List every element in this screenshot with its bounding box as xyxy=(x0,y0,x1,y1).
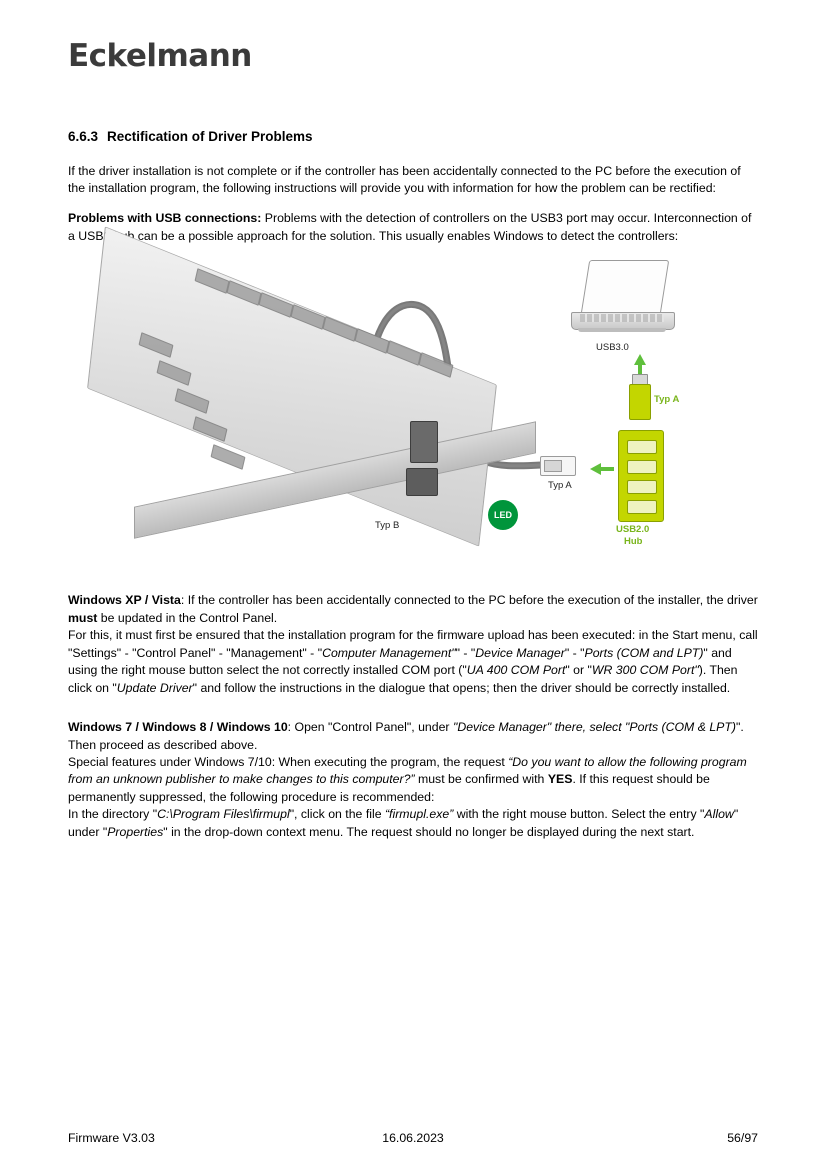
paragraph-xp-vista xyxy=(68,592,758,627)
controller-illustration xyxy=(88,268,538,538)
usb-plug-typ-b xyxy=(406,468,438,496)
xp-ua400: UA 400 COM Port xyxy=(466,663,566,678)
label-typ-a-stick: Typ A xyxy=(654,394,680,406)
paragraph-xp-vista-steps xyxy=(68,627,758,697)
win7-device-manager: "Device Manager" there, select "Ports (COM & LPT) xyxy=(452,720,736,735)
xp-update-driver: Update Driver xyxy=(116,680,193,695)
usb-hub-body xyxy=(618,430,664,522)
xp-vista-text-1b: be updated in the Control Panel. xyxy=(97,610,278,625)
win7-yes: YES xyxy=(547,772,573,787)
xp-step-2b: " - " xyxy=(455,645,476,660)
hub-port xyxy=(627,480,657,494)
label-hub-line1: USB2.0 xyxy=(616,524,650,536)
laptop-keyboard xyxy=(580,314,664,322)
win7-text-3d: " under " xyxy=(68,807,739,839)
xp-vista-text-1a: : If the controller has been accidentally connected to the PC before the execution of the installer, the driver xyxy=(180,593,758,608)
xp-vista-lead: Windows XP / Vista xyxy=(68,593,181,608)
arrow-left-stem xyxy=(600,467,614,471)
win7-allow: Allow xyxy=(704,807,734,822)
win7-directory: C:\Program Files\firmupl xyxy=(157,807,290,822)
page-title xyxy=(68,128,758,146)
label-typ-b: Typ B xyxy=(375,520,400,532)
xp-device-manager: Device Manager xyxy=(475,645,565,660)
win7-text-2a: Special features under Windows 7/10: When executing the program, the request xyxy=(68,754,509,769)
paragraph-win7 xyxy=(68,719,758,754)
win7-lead: Windows 7 / Windows 8 / Windows 10 xyxy=(68,720,288,735)
figure-usb-hub-setup xyxy=(68,258,758,578)
paragraph-win7-directory xyxy=(68,806,758,841)
footer-date: 16.06.2023 xyxy=(382,1131,444,1145)
label-typ-a-cable: Typ A xyxy=(548,480,572,492)
win7-request-quote: “Do you want to allow the following program from an unknown publisher to make changes to this computer?” xyxy=(68,754,747,787)
xp-computer-management: Computer Management" xyxy=(322,645,456,660)
hub-port xyxy=(627,500,657,514)
win7-text-1a: : Open "Control Panel", under xyxy=(287,720,453,735)
hub-port xyxy=(627,460,657,474)
win7-text-3c: with the right mouse button. Select the entry " xyxy=(453,807,705,822)
usb-lead-label: Problems with USB connections: xyxy=(68,211,262,226)
win7-text-3b: ", click on the file xyxy=(289,807,385,822)
xp-wr300: WR 300 COM Port" xyxy=(591,663,699,678)
paragraph-win7-uac xyxy=(68,754,758,806)
section-number: 6.6.3 xyxy=(68,129,99,144)
win7-properties: Properties xyxy=(107,824,164,839)
xp-step-2a: For this, it must first be ensured that the installation program for the firmware upload has been executed: in the Start menu, call "Settings" - "Control Panel" - "Management" - " xyxy=(68,628,758,660)
page-content xyxy=(68,128,758,854)
win7-text-2b: must be confirmed with xyxy=(414,772,548,787)
label-usb3: USB3.0 xyxy=(596,342,629,354)
usb-plug-upper xyxy=(410,421,438,463)
paragraph-intro: If the driver installation is not complete or if the controller has been accidentally connected to the PC before the execution of the installation program, the following instructions will provide you with information for how the problem can be rectified: xyxy=(68,163,741,195)
arrow-left-icon xyxy=(590,463,601,475)
footer-page-number: 56/97 xyxy=(727,1131,758,1145)
laptop-screen xyxy=(581,260,670,314)
paragraph-usb xyxy=(68,210,758,245)
win7-text-2c: . If this request should be permanently suppressed, the following procedure is recommended: xyxy=(68,772,710,804)
laptop-foot xyxy=(578,328,666,332)
usb-plug-typ-a-inner xyxy=(544,460,562,472)
xp-step-2c: " - " xyxy=(564,645,585,660)
xp-ports: Ports (COM and LPT) xyxy=(584,645,704,660)
led-indicator: LED xyxy=(488,500,518,530)
xp-vista-must: must xyxy=(68,610,98,625)
section-title: Rectification of Driver Problems xyxy=(107,129,313,144)
xp-step-2g: " and follow the instructions in the dialogue that opens; then the driver should be correctly installed. xyxy=(192,680,731,695)
arrow-up-icon xyxy=(634,354,646,365)
brand-logo: Eckelmann xyxy=(68,38,252,74)
label-hub-line2: Hub xyxy=(624,536,643,548)
xp-step-2e: " or " xyxy=(565,663,592,678)
usb-rest-text: Problems with the detection of controllers on the USB3 port may occur. Interconnection of a USB2 hub can be a possible approach for the solution. This usually enables Windows to detect the controllers: xyxy=(68,211,752,243)
usb-stick-body xyxy=(629,384,651,420)
xp-step-2f: ). Then click on " xyxy=(68,663,738,695)
xp-step-2d: " and using the right mouse button select the not correctly installed COM port (" xyxy=(68,645,732,678)
footer-firmware: Firmware V3.03 xyxy=(68,1131,155,1145)
win7-text-3a: In the directory " xyxy=(68,807,158,822)
win7-text-1b: ". Then proceed as described above. xyxy=(68,720,744,752)
win7-text-3e: " in the drop-down context menu. The request should no longer be displayed during the next start. xyxy=(163,824,695,839)
hub-port xyxy=(627,440,657,454)
win7-exe: “firmupl.exe” xyxy=(384,807,454,822)
